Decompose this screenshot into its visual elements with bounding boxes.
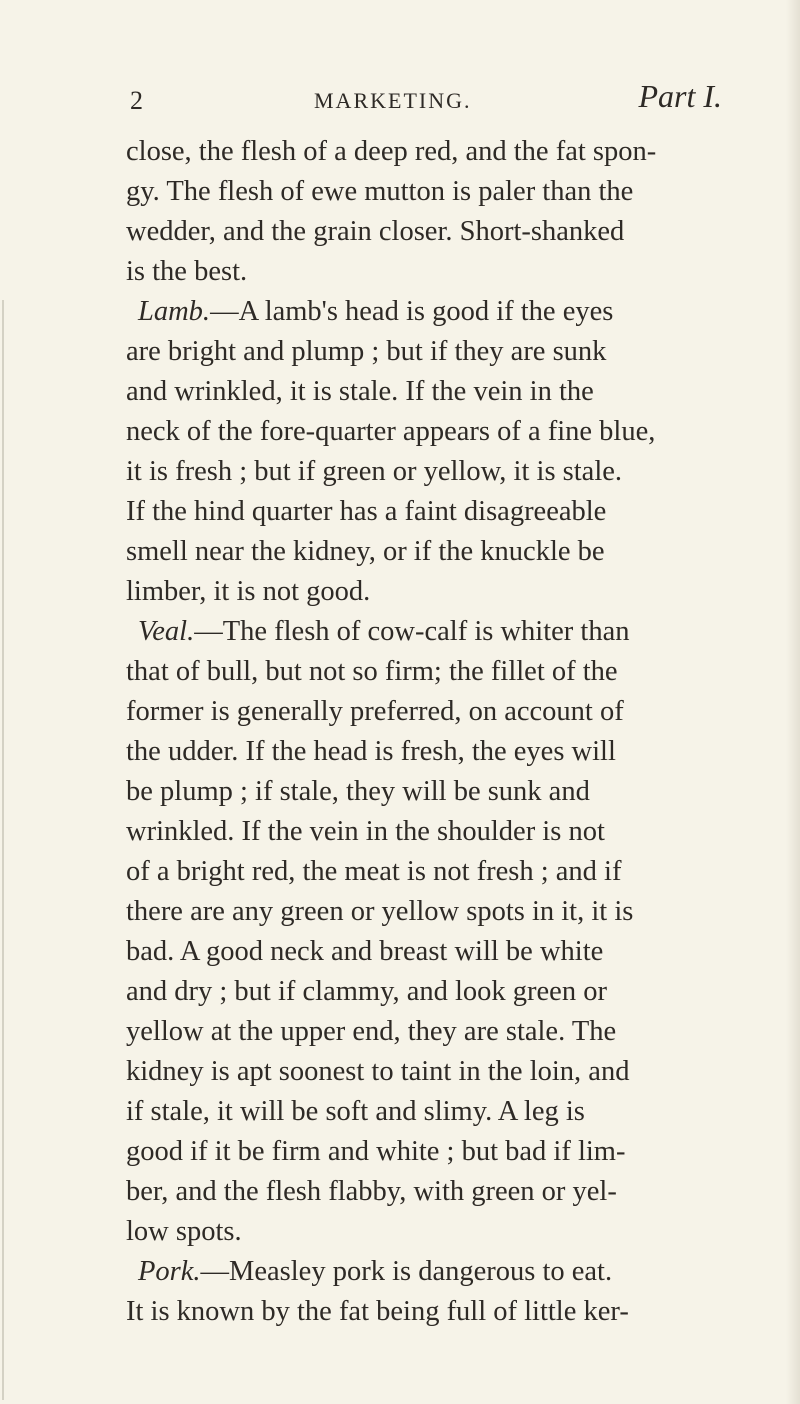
text-line: yellow at the upper end, they are stale. The [126, 1016, 617, 1047]
text-line: wrinkled. If the vein in the shoulder is not [126, 816, 605, 847]
section-lead-pork: Pork. [138, 1256, 201, 1287]
text-line: former is generally preferred, on account of [126, 696, 624, 727]
text-line-content: —Measley pork is dangerous to eat. [200, 1256, 613, 1287]
text-line: smell near the kidney, or if the knuckle be [126, 536, 605, 567]
paragraph-lamb [126, 292, 776, 612]
text-line-content: —The flesh of cow-calf is whiter than [194, 616, 630, 647]
page-number: 2 [130, 86, 143, 115]
text-line: low spots. [126, 1216, 242, 1247]
text-line: and wrinkled, it is stale. If the vein in the [126, 376, 594, 407]
text-line: there are any green or yellow spots in it, it is [126, 896, 634, 927]
paragraph-mutton [126, 132, 776, 292]
text-line: wedder, and the grain closer. Short-shanked [126, 216, 625, 247]
page-edge-shadow [786, 0, 800, 1404]
page-header [122, 78, 722, 118]
section-lead-lamb: Lamb. [138, 296, 211, 327]
text-line [126, 292, 776, 332]
text-line: good if it be firm and white ; but bad if lim- [126, 1136, 626, 1167]
text-line [126, 1252, 776, 1292]
paragraph-pork [126, 1252, 776, 1332]
text-line: close, the flesh of a deep red, and the fat spon- [126, 136, 657, 167]
text-line: neck of the fore-quarter appears of a fine blue, [126, 416, 656, 447]
text-line: if stale, it will be soft and slimy. A leg is [126, 1096, 585, 1127]
paragraph-veal [126, 612, 776, 1252]
text-line: bad. A good neck and breast will be white [126, 936, 604, 967]
text-line: of a bright red, the meat is not fresh ; and if [126, 856, 622, 887]
text-line: limber, it is not good. [126, 576, 371, 607]
text-line: If the hind quarter has a faint disagreeable [126, 496, 607, 527]
text-line: and dry ; but if clammy, and look green or [126, 976, 607, 1007]
text-line: ber, and the flesh flabby, with green or yel- [126, 1176, 617, 1207]
text-line: that of bull, but not so firm; the fillet of the [126, 656, 618, 687]
section-lead-veal: Veal. [138, 616, 195, 647]
text-line: gy. The flesh of ewe mutton is paler than the [126, 176, 634, 207]
body-text [126, 132, 776, 1332]
text-line-content: —A lamb's head is good if the eyes [210, 296, 614, 327]
part-label: Part I. [638, 78, 722, 114]
page-edge-line [2, 300, 4, 1400]
text-line: the udder. If the head is fresh, the eyes will [126, 736, 616, 767]
text-line: It is known by the fat being full of little ker- [126, 1296, 629, 1327]
running-head: MARKETING. [314, 88, 472, 113]
text-line [126, 612, 776, 652]
text-line: is the best. [126, 256, 248, 287]
text-line: it is fresh ; but if green or yellow, it is stale. [126, 456, 623, 487]
text-line: kidney is apt soonest to taint in the loin, and [126, 1056, 630, 1087]
text-line: are bright and plump ; but if they are sunk [126, 336, 607, 367]
text-line: be plump ; if stale, they will be sunk and [126, 776, 590, 807]
